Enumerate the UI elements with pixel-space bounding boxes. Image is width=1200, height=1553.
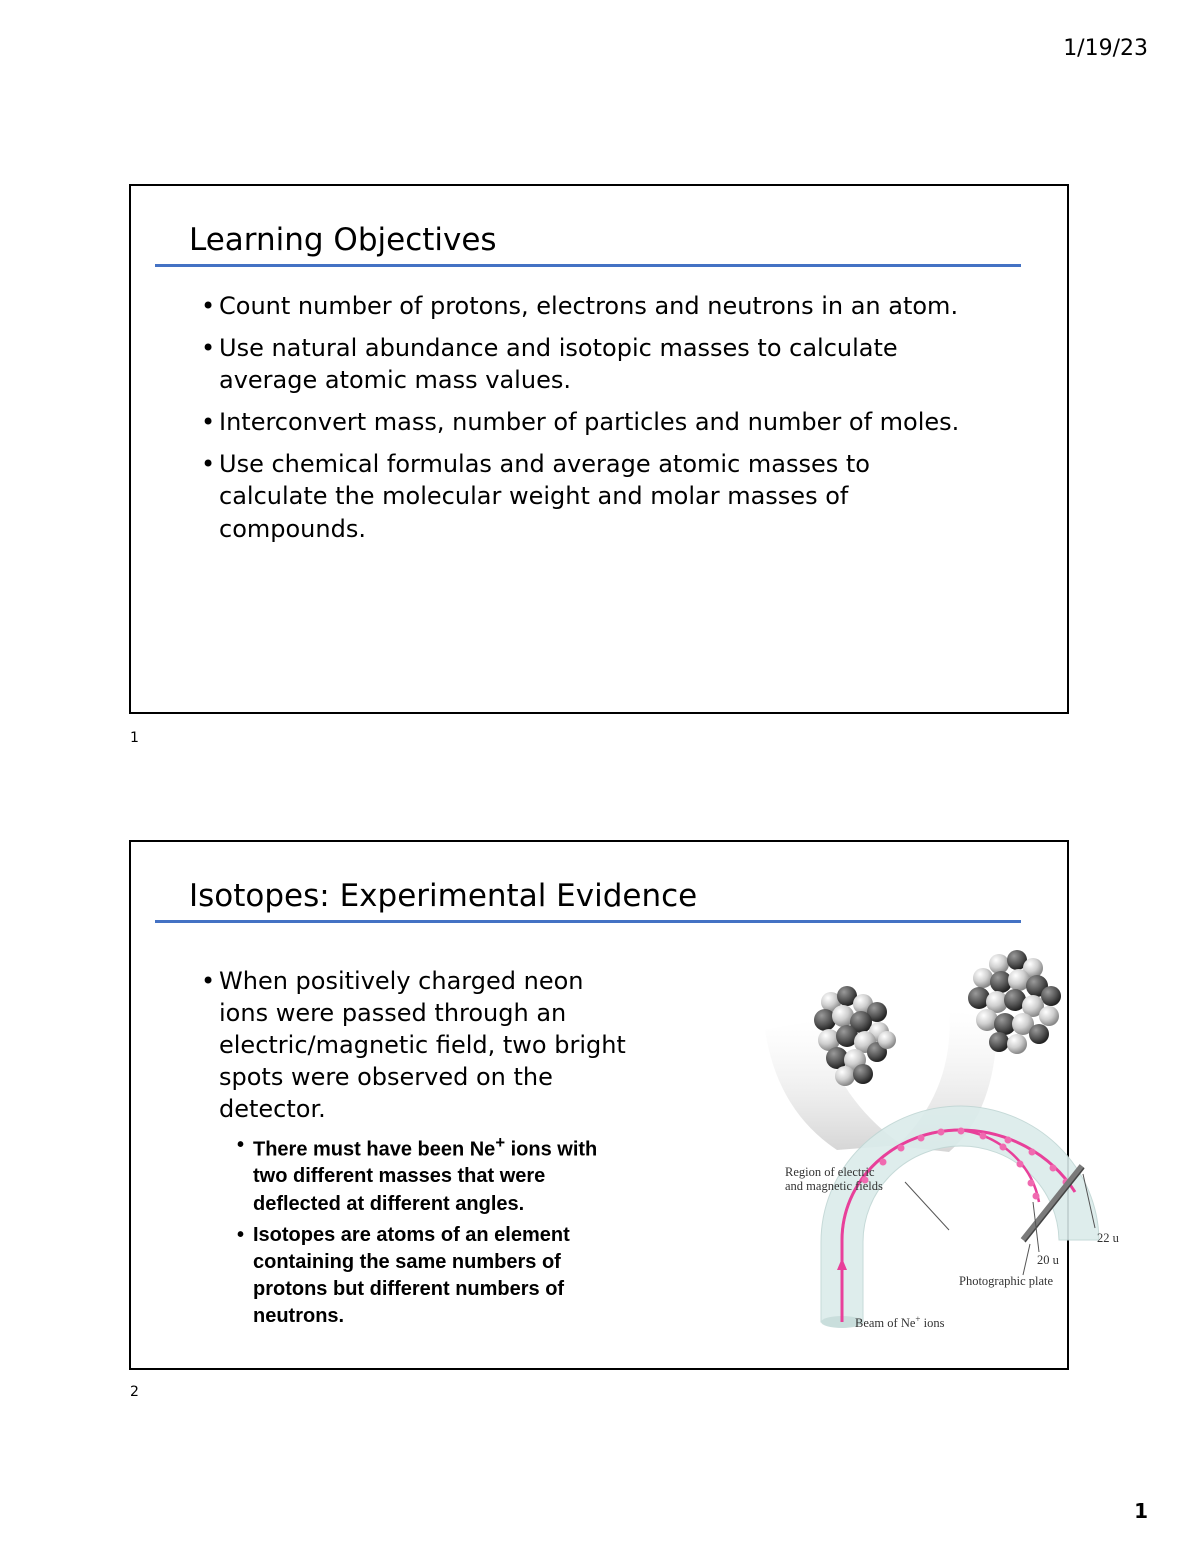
title-underline — [155, 264, 1021, 267]
slide-title: Isotopes: Experimental Evidence — [189, 878, 698, 914]
sub-text: There must have been Ne — [253, 1138, 496, 1161]
label-fields-line1: Region of electric — [785, 1165, 875, 1179]
slide-number: 2 — [130, 1384, 139, 1400]
slide-learning-objectives — [129, 184, 1069, 714]
page-number: 1 — [1134, 1499, 1148, 1523]
label-photographic-plate: Photographic plate — [959, 1274, 1054, 1288]
sub-list-item — [237, 1132, 631, 1218]
slide-number: 1 — [130, 730, 139, 746]
isotopes-list — [201, 966, 631, 1335]
list-item: • Use chemical formulas and average atomic masses to calculate the molecular weight and molar masses of compounds. — [201, 448, 961, 546]
slide-title: Learning Objectives — [189, 222, 497, 258]
label-22u: 22 u — [1097, 1231, 1119, 1245]
term-isotopes: Isotopes — [253, 1223, 336, 1246]
list-item — [201, 966, 631, 1331]
sub-list — [219, 1132, 631, 1331]
bullet-text: When positively charged neon ions were passed through an electric/magnetic field, two bright spots were observed on the detector. — [219, 967, 626, 1123]
sub-text: ions with two different masses that were deflected at different angles. — [253, 1138, 598, 1215]
sub-text: are atoms of an element containing the same numbers of protons but different numbers of neutrons. — [253, 1223, 570, 1328]
mass-spectrometer-diagram — [687, 940, 1119, 1340]
sub-list-item — [237, 1222, 631, 1331]
list-item: • Interconvert mass, number of particles and number of moles. — [201, 406, 961, 439]
label-fields-line2: and magnetic fields — [785, 1179, 883, 1193]
list-item: • Use natural abundance and isotopic masses to calculate average atomic mass values. — [201, 332, 961, 397]
label-beam: Beam of Ne+ ions — [855, 1314, 945, 1330]
slide-isotopes — [129, 840, 1119, 1370]
label-20u: 20 u — [1037, 1253, 1059, 1267]
list-item: • Count number of protons, electrons and neutrons in an atom. — [201, 290, 961, 323]
mass-spectrometer-figure — [687, 940, 1119, 1340]
superscript: + — [495, 1132, 506, 1152]
page-date: 1/19/23 — [1063, 36, 1148, 61]
title-underline — [155, 920, 1021, 923]
objectives-list — [201, 290, 961, 554]
